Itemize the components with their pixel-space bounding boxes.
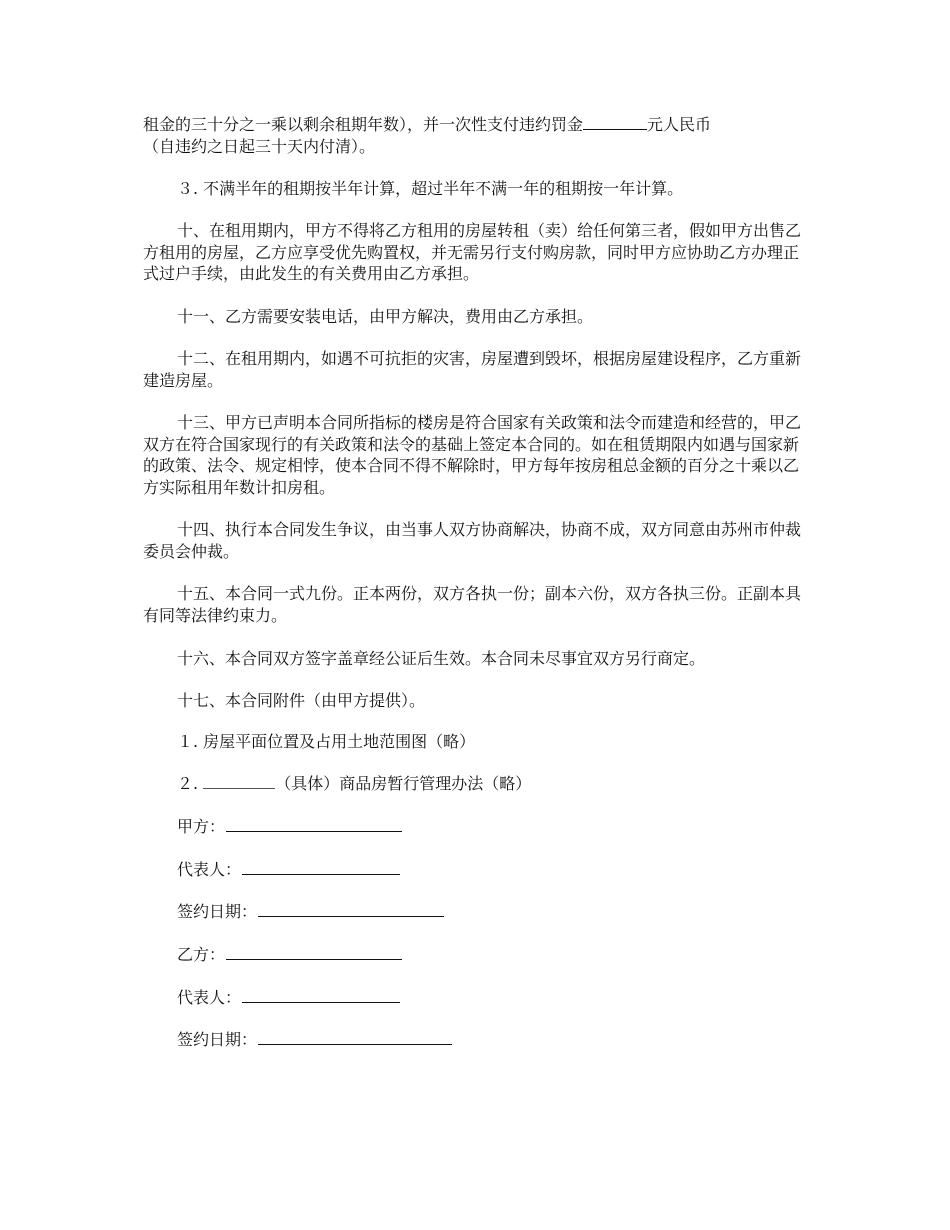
clause-16: 十六、本合同双方签字盖章经公证后生效。本合同未尽事宜双方另行商定。	[177, 649, 706, 668]
party-b-label: 乙方：	[177, 945, 226, 964]
penalty-text-b: 元人民币	[647, 115, 712, 134]
rep-a-label: 代表人：	[177, 860, 242, 879]
date-b-label: 签约日期：	[177, 1030, 258, 1049]
paragraph-penalty-line2: （自违约之日起三十天内付清）。	[143, 137, 376, 156]
paragraph-penalty-line1	[143, 114, 823, 136]
party-b-blank	[226, 944, 402, 960]
attachment-1: １. 房屋平面位置及占用土地范围图（略）	[177, 732, 476, 751]
penalty-amount-blank	[583, 114, 647, 130]
clause-15: 十五、本合同一式九份。正本两份，双方各执一份；副本六份，双方各执三份。正副本具有同等法律约束力。	[143, 584, 802, 625]
rep-b-blank	[242, 987, 400, 1003]
penalty-text-a: 租金的三十分之一乘以剩余租期年数），并一次性支付违约罚金	[143, 115, 584, 134]
party-a-blank	[226, 816, 402, 832]
party-a-label: 甲方：	[177, 817, 226, 836]
clause-12: 十二、在租用期内，如遇不可抗拒的灾害，房屋遭到毁坏，根据房屋建设程序，乙方重新建造房屋。	[143, 349, 802, 390]
rep-a-blank	[242, 859, 400, 875]
rep-b-label: 代表人：	[177, 988, 242, 1007]
attachment-2-blank	[203, 773, 275, 789]
clause-14: 十四、执行本合同发生争议，由当事人双方协商解决，协商不成，双方同意由苏州市仲裁委员会仲裁。	[143, 520, 802, 561]
date-b-blank	[258, 1029, 452, 1045]
rep-a-line	[177, 859, 400, 881]
attachment-2-text: （具体）商品房暂行管理办法（略）	[275, 774, 532, 793]
clause-17: 十七、本合同附件（由甲方提供）。	[177, 691, 426, 710]
date-a-blank	[258, 901, 444, 917]
attachment-2-number: ２.	[177, 774, 204, 793]
date-a-label: 签约日期：	[177, 902, 258, 921]
party-b-line	[177, 944, 402, 966]
clause-3-half-year: ３. 不满半年的租期按半年计算，超过半年不满一年的租期按一年计算。	[177, 179, 684, 198]
date-b-line	[177, 1029, 452, 1051]
clause-11: 十一、乙方需要安装电话，由甲方解决，费用由乙方承担。	[177, 307, 594, 326]
clause-10: 十、在租用期内，甲方不得将乙方租用的房屋转租（卖）给任何第三者，假如甲方出售乙方租用的房屋，乙方应享受优先购置权，并无需另行支付购房款，同时甲方应协助乙方办理正式过户手续，由此发生的有关费用由乙方承担。	[143, 221, 802, 283]
date-a-line	[177, 901, 444, 923]
clause-13: 十三、甲方已声明本合同所指标的楼房是符合国家有关政策和法令而建造和经营的，甲乙双方在符合国家现行的有关政策和法令的基础上签定本合同的。如在租赁期限内如遇与国家新的政策、法令、规定相悖，使本合同不得不解除时，甲方每年按房租总金额的百分之十乘以乙方实际租用年数计扣房租。	[143, 413, 802, 497]
attachment-2	[177, 773, 857, 795]
party-a-line	[177, 816, 402, 838]
rep-b-line	[177, 987, 400, 1009]
